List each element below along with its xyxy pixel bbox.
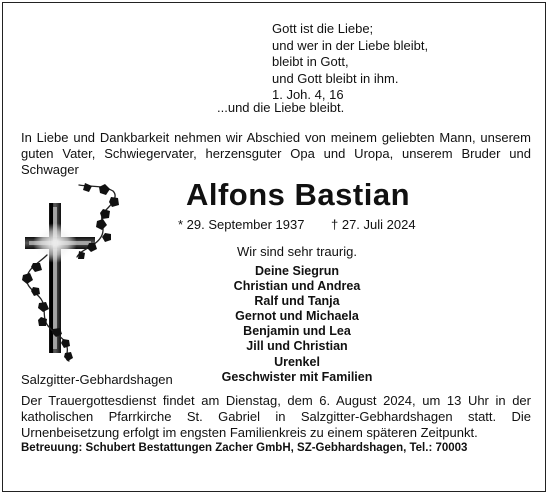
verse-line: und Gott bleibt in ihm. [272, 70, 399, 86]
verse-line: bleibt in Gott, [272, 54, 349, 69]
undertaker-line: Betreuung: Schubert Bestattungen Zacher GmbH, SZ-Gebhardshagen, Tel.: 70003 [21, 442, 468, 454]
list-item: Gernot und Michaela [235, 309, 359, 324]
list-item: Benjamin und Lea [243, 324, 351, 339]
list-item: Ralf und Tanja [254, 294, 340, 309]
obituary-notice [2, 2, 546, 492]
mourners-list [163, 264, 431, 385]
birth-date: * 29. September 1937 [178, 217, 305, 232]
death-date: † 27. Juli 2024 [331, 217, 416, 232]
list-item: Urenkel [274, 354, 320, 369]
verse-line: und wer in der Liebe bleibt, [272, 37, 429, 53]
list-item: Christian und Andrea [233, 279, 361, 294]
verse-reference: 1. Joh. 4, 16 [272, 87, 344, 102]
life-dates [178, 217, 416, 232]
ivy-vine-icon [19, 181, 123, 363]
intro-text: In Liebe und Dankbarkeit nehmen wir Abschied von meinem geliebten Mann, unserem guten Vater, Schwiegervater, herzensguter Opa und Uropa, unserem Bruder und Schwager [21, 130, 531, 177]
list-item: Deine Siegrun [254, 264, 340, 278]
deceased-name: Alfons Bastian [185, 177, 411, 212]
list-item: Jill und Christian [246, 339, 348, 354]
service-text: Der Trauergottesdienst findet am Dienstag, dem 6. August 2024, um 13 Uhr in der katholischen Pfarrkirche St. Gabriel in Salzgitter-Gebhardshagen statt. Die Urnenbeisetzung erfolgt im engsten Familienkreis zu einem späteren Zeitpunkt. [21, 393, 531, 440]
mourners-intro: Wir sind sehr traurig. [237, 244, 357, 259]
place-name: Salzgitter-Gebhardshagen [21, 372, 173, 387]
verse-closing: ...und die Liebe bleibt. [217, 100, 345, 115]
verse-line: Gott ist die Liebe; [272, 21, 374, 36]
list-item: Geschwister mit Familien [221, 369, 373, 384]
bible-verse [272, 21, 428, 104]
